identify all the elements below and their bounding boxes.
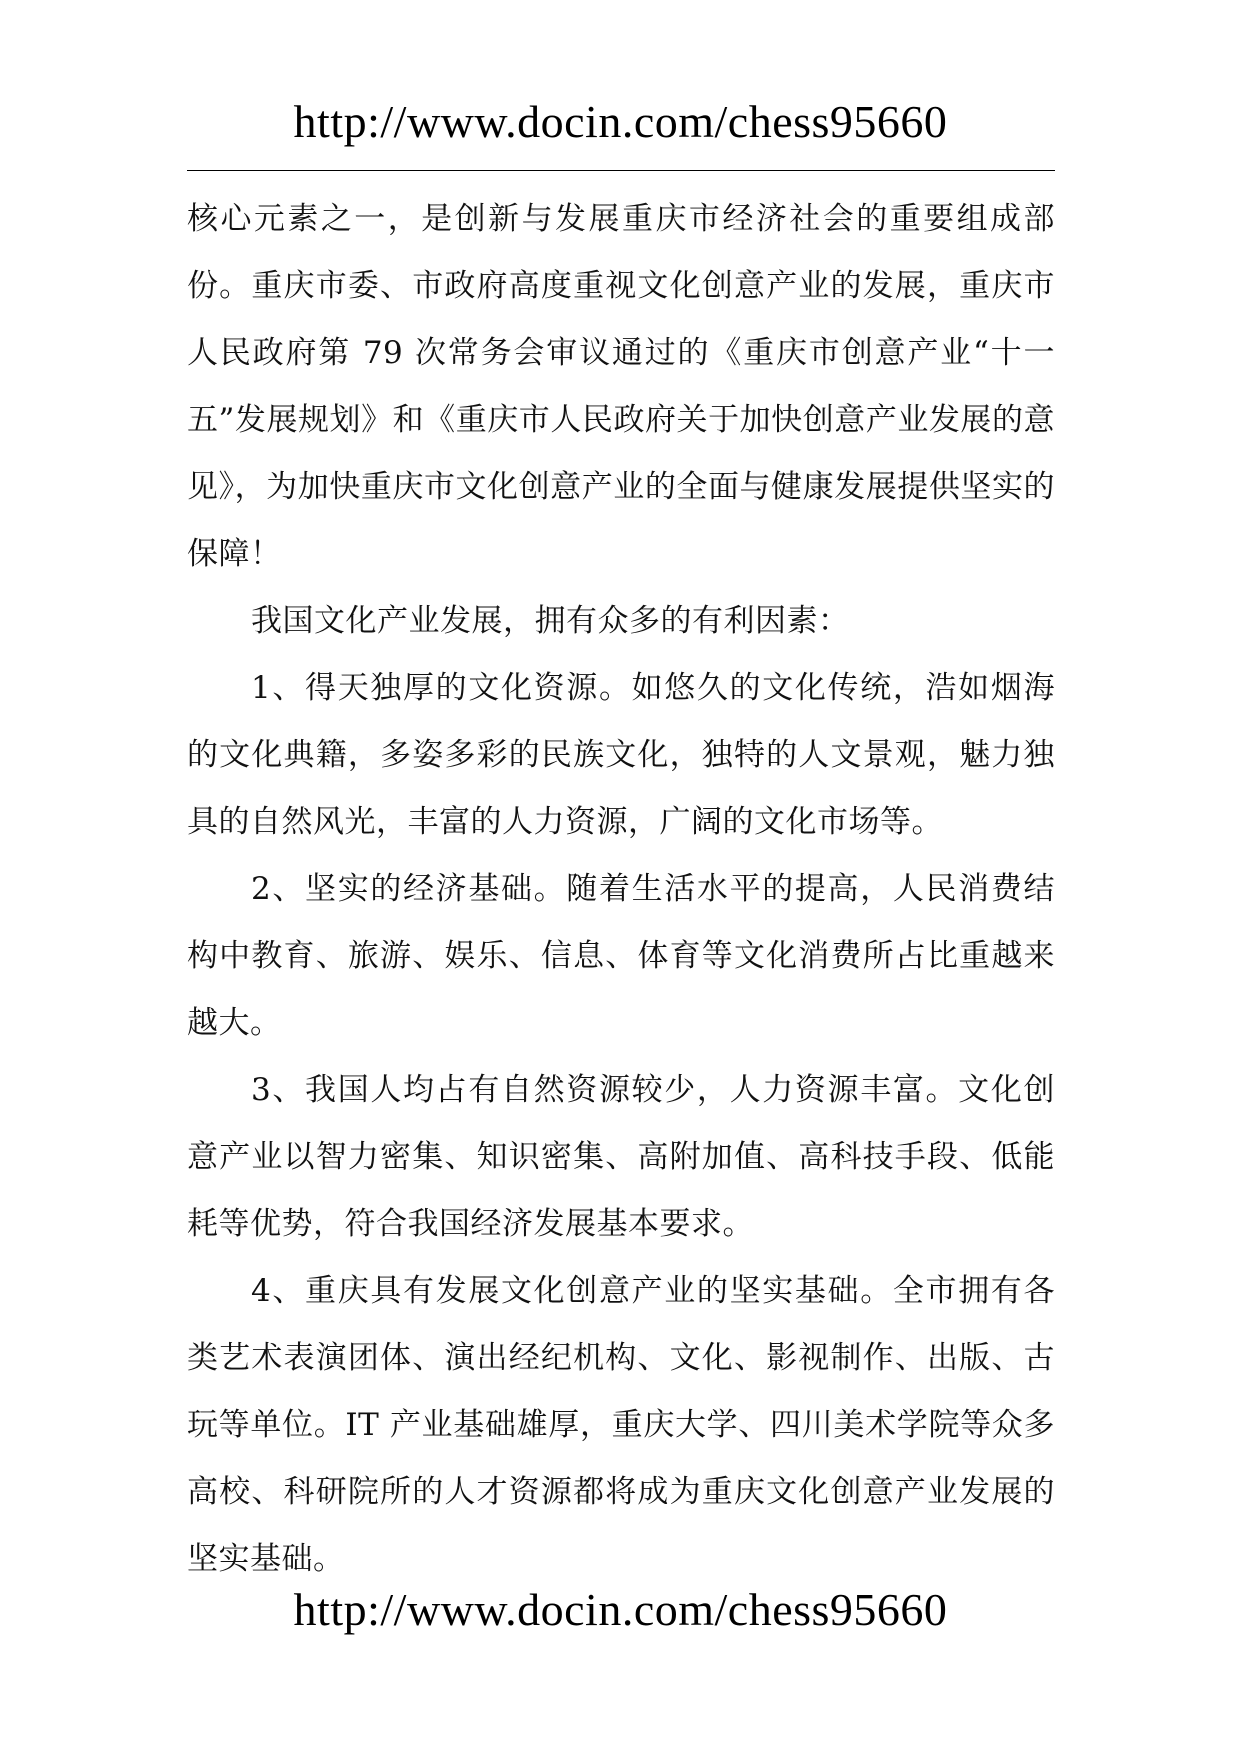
footer-url: http://www.docin.com/chess95660 <box>293 1584 948 1635</box>
paragraph-continuation: 核心元素之一，是创新与发展重庆市经济社会的重要组成部份。重庆市委、市政府高度重视文化创意产业的发展，重庆市人民政府第 79 次常务会审议通过的《重庆市创意产业“十一五”发展规划》和《重庆市人民政府关于加快创意产业发展的意见》，为加快重庆市文化创意产业的全面与健康发展提供坚实的保障！ <box>187 201 1055 572</box>
paragraph-point-3: 3、我国人均占有自然资源较少，人力资源丰富。文化创意产业以智力密集、知识密集、高附加值、高科技手段、低能耗等优势，符合我国经济发展基本要求。 <box>187 1072 1055 1242</box>
paragraph-point-1: 1、得天独厚的文化资源。如悠久的文化传统，浩如烟海的文化典籍，多姿多彩的民族文化，独特的人文景观，魅力独具的自然风光，丰富的人力资源，广阔的文化市场等。 <box>187 670 1055 840</box>
document-body <box>187 186 1055 1593</box>
paragraph-intro: 我国文化产业发展，拥有众多的有利因素： <box>251 603 850 639</box>
paragraph-point-4: 4、重庆具有发展文化创意产业的坚实基础。全市拥有各类艺术表演团体、演出经纪机构、文化、影视制作、出版、古玩等单位。IT 产业基础雄厚，重庆大学、四川美术学院等众多高校、科研院所的人才资源都将成为重庆文化创意产业发展的坚实基础。 <box>187 1273 1055 1577</box>
paragraph-point-2: 2、坚实的经济基础。随着生活水平的提高，人民消费结构中教育、旅游、娱乐、信息、体育等文化消费所占比重越来越大。 <box>187 871 1055 1041</box>
header-divider <box>187 170 1055 171</box>
header-url: http://www.docin.com/chess95660 <box>293 96 948 147</box>
